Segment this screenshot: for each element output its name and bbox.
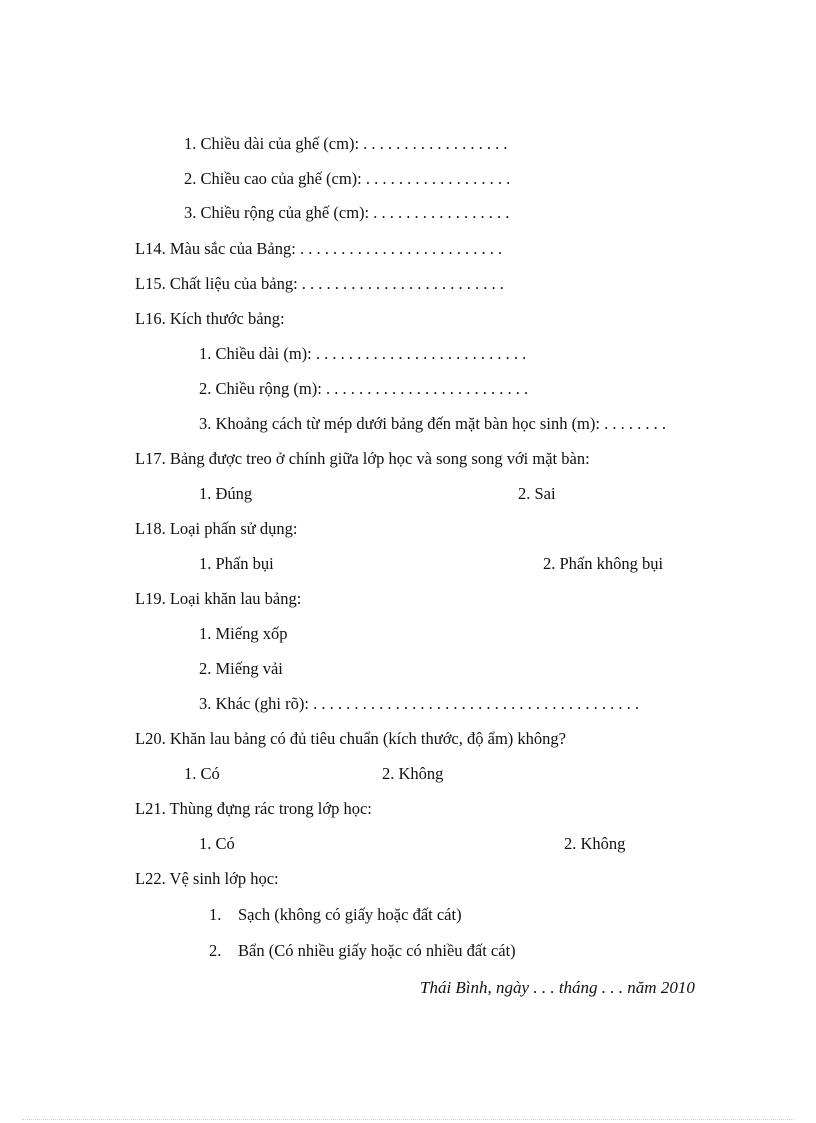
l18-option-2: 2. Phấn không bụi: [543, 554, 664, 573]
l22-option-2-number: 2.: [209, 941, 222, 960]
chair-length-item: 1. Chiều dài của ghế (cm): . . . . . . . . . . . . . . . . . .: [184, 134, 508, 153]
question-l19: L19. Loại khăn lau bảng:: [135, 589, 302, 608]
question-l21: L21. Thùng đựng rác trong lớp học:: [135, 799, 372, 818]
l20-option-1: 1. Có: [184, 764, 220, 783]
l22-option-1: Sạch (không có giấy hoặc đất cát): [238, 905, 462, 924]
l21-option-1: 1. Có: [199, 834, 235, 853]
l17-option-2: 2. Sai: [518, 484, 556, 503]
question-l16: L16. Kích thước bảng:: [135, 309, 285, 328]
question-l18: L18. Loại phấn sử dụng:: [135, 519, 298, 538]
l18-option-1: 1. Phấn bụi: [199, 554, 274, 573]
question-l22: L22. Vệ sinh lớp học:: [135, 869, 279, 888]
l22-option-1-number: 1.: [209, 905, 222, 924]
chair-width-item: 3. Chiều rộng của ghế (cm): . . . . . . . . . . . . . . . . .: [184, 203, 510, 222]
l17-option-1: 1. Đúng: [199, 484, 253, 503]
place-date-signature: Thái Bình, ngày . . . tháng . . . năm 2010: [420, 978, 695, 997]
l19-option-2: 2. Miếng vải: [199, 659, 283, 678]
l20-option-2: 2. Không: [382, 764, 444, 783]
board-length-item: 1. Chiều dài (m): . . . . . . . . . . . . . . . . . . . . . . . . . .: [199, 344, 527, 363]
l19-option-1: 1. Miếng xốp: [199, 624, 288, 643]
question-l14: L14. Màu sắc của Bảng: . . . . . . . . . . . . . . . . . . . . . . . . .: [135, 239, 503, 258]
l19-option-3: 3. Khác (ghi rõ): . . . . . . . . . . . . . . . . . . . . . . . . . . . . . . . . . . . . . . . .: [199, 694, 639, 713]
question-l15: L15. Chất liệu của bảng: . . . . . . . . . . . . . . . . . . . . . . . . .: [135, 274, 504, 293]
question-l17: L17. Bảng được treo ở chính giữa lớp học và song song với mặt bàn:: [135, 449, 590, 468]
l22-option-2: Bẩn (Có nhiều giấy hoặc có nhiều đất cát): [238, 941, 516, 960]
board-width-item: 2. Chiều rộng (m): . . . . . . . . . . . . . . . . . . . . . . . . .: [199, 379, 529, 398]
question-l20: L20. Khăn lau bảng có đủ tiêu chuẩn (kích thước, độ ẩm) không?: [135, 729, 566, 748]
chair-height-item: 2. Chiều cao của ghế (cm): . . . . . . . . . . . . . . . . . .: [184, 169, 511, 188]
board-distance-item: 3. Khoảng cách từ mép dưới bảng đến mặt bàn học sinh (m): . . . . . . . .: [199, 414, 666, 433]
page-bottom-divider: [22, 1119, 794, 1120]
l21-option-2: 2. Không: [564, 834, 626, 853]
